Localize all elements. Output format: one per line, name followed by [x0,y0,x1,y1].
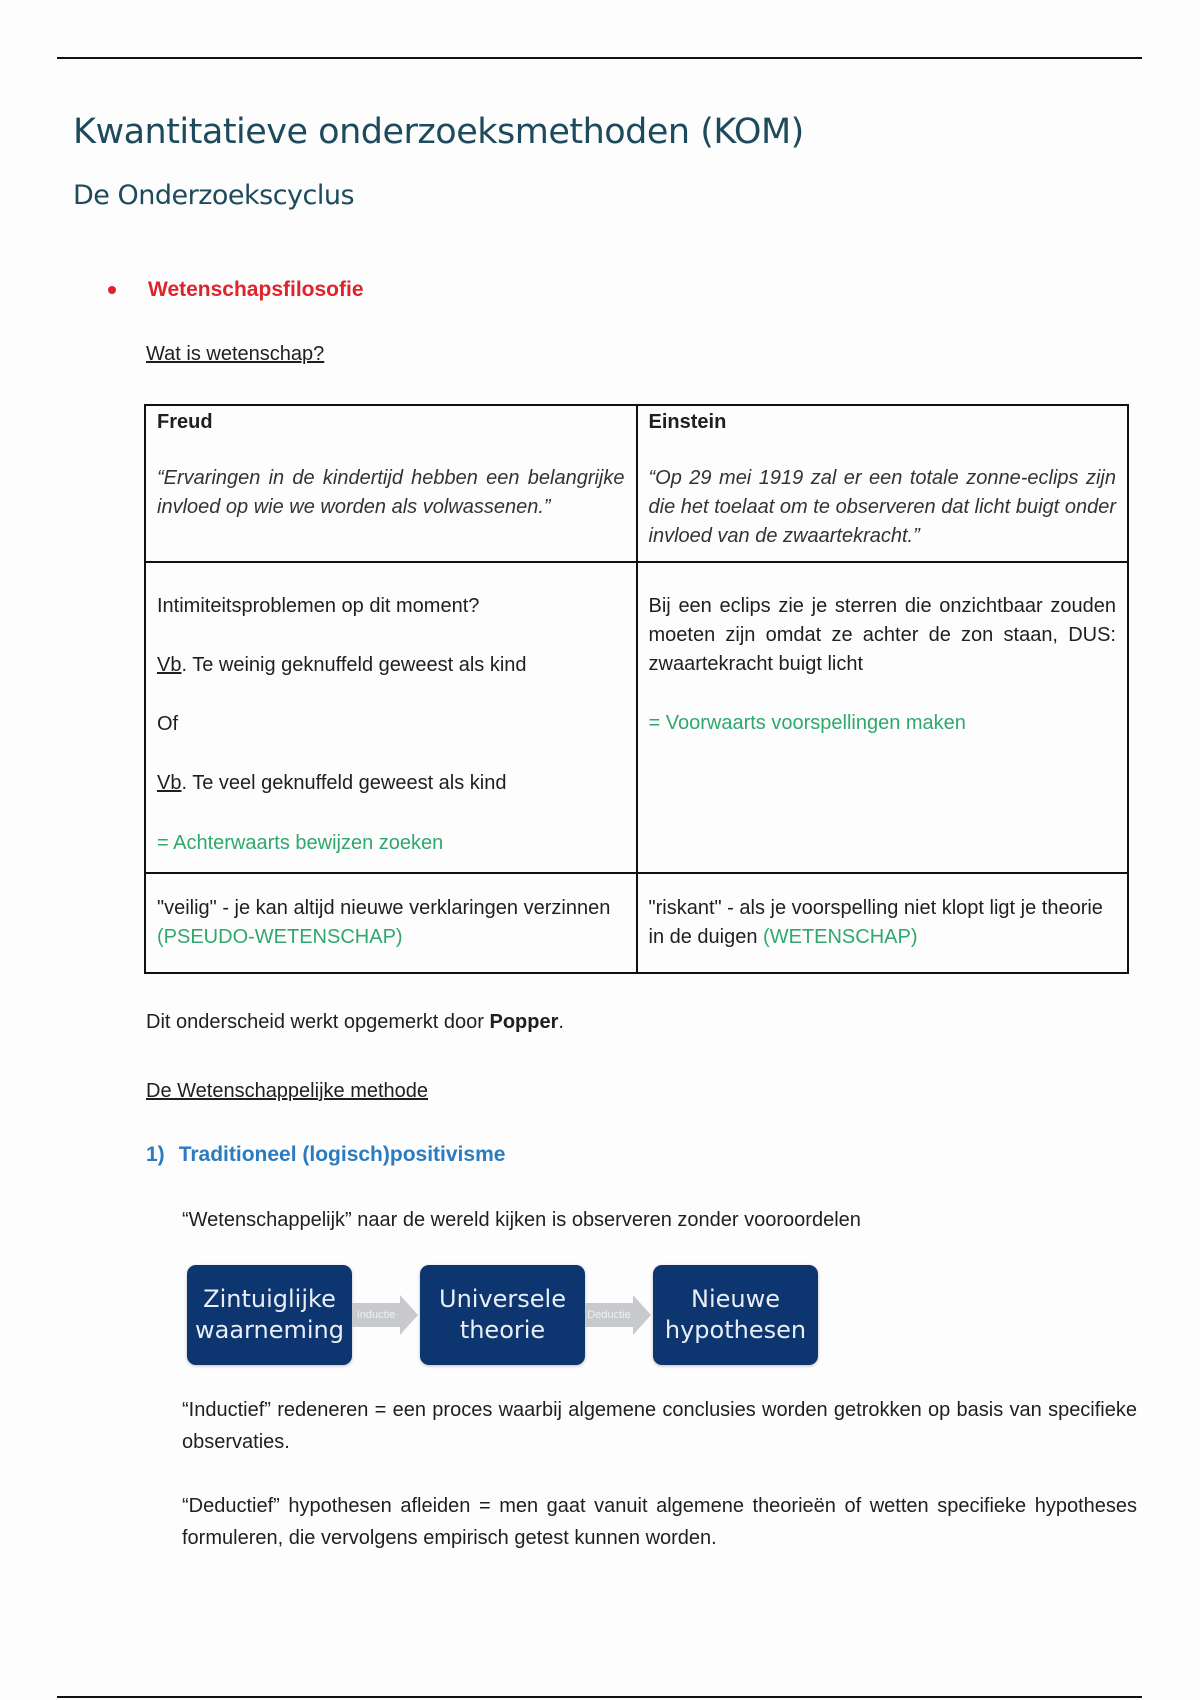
numbered-heading-number: 1) [146,1143,165,1166]
arrow-inductie [352,1295,418,1335]
freud-or: Of [157,713,179,735]
comparison-table [144,404,1129,974]
column-header-freud: Freud [157,411,213,433]
table-row-verdict [145,873,1128,973]
top-horizontal-rule [57,57,1142,59]
einstein-conclusion: = Voorwaarts voorspellingen maken [648,712,966,734]
diagram-box-zintuiglijke-waarneming: Zintuiglijke waarneming [187,1265,352,1365]
deductief-paragraph: “Deductief” hypothesen afleiden = men gaat vanuit algemene theorieën of wetten specifieke hypotheses formuleren, die vervolgens empirisch getest kunnen worden. [182,1495,1137,1549]
table-cell-freud-header [145,405,637,562]
document-subtitle: De Onderzoekscyclus [73,180,355,211]
freud-quote: “Ervaringen in de kindertijd hebben een belangrijke invloed op wie we worden als volwassenen.” [157,467,625,518]
arrow-right-icon [633,1295,651,1335]
section-heading-wat-is-wetenschap: Wat is wetenschap? [146,343,325,365]
table-cell-einstein-header [637,405,1129,562]
diagram-box-universele-theorie: Universele theorie [420,1265,585,1365]
bullet-heading-label: Wetenschapsfilosofie [148,278,364,301]
document-title: Kwantitatieve onderzoeksmethoden (KOM) [73,112,804,152]
einstein-verdict-text: "riskant" - als je voorspelling niet klopt ligt je theorie in de duigen [648,897,1103,948]
table-cell-einstein-verdict [637,873,1129,973]
popper-sentence-prefix: Dit onderscheid werkt opgemerkt door [146,1011,490,1033]
freud-question: Intimiteitsproblemen op dit moment? [157,595,480,617]
process-diagram [187,1265,827,1365]
freud-example-1 [157,651,625,680]
freud-example-2 [157,769,625,798]
popper-sentence-suffix: . [558,1011,564,1033]
table-cell-freud-verdict [145,873,637,973]
section-heading-wetenschappelijke-methode: De Wetenschappelijke methode [146,1080,429,1102]
freud-verdict-text: "veilig" - je kan altijd nieuwe verklaringen verzinnen [157,897,611,919]
freud-verdict-label: (PSEUDO-WETENSCHAP) [157,926,403,948]
bottom-horizontal-rule [57,1696,1142,1698]
table-cell-freud-explanation [145,562,637,873]
example-text: . Te weinig geknuffeld geweest als kind [181,654,527,676]
einstein-explanation: Bij een eclips zie je sterren die onzichtbaar zouden moeten zijn omdat ze achter de zon staan, DUS: zwaartekracht buigt licht [648,595,1116,675]
example-prefix: Vb [157,654,182,676]
bullet-heading [108,278,364,302]
popper-name: Popper [489,1011,559,1033]
einstein-verdict-label: (WETENSCHAP) [763,926,918,948]
bullet-dot-icon [108,286,116,294]
table-cell-einstein-explanation [637,562,1129,873]
example-prefix: Vb [157,772,182,794]
popper-sentence [146,1006,564,1038]
intro-sentence: “Wetenschappelijk” naar de wereld kijken is observeren zonder vooroordelen [182,1209,861,1231]
table-row-header [145,405,1128,562]
arrow-deductie-label: Deductie [585,1303,633,1327]
freud-conclusion: = Achterwaarts bewijzen zoeken [157,832,444,854]
column-header-einstein: Einstein [648,411,727,433]
arrow-inductie-label: Inductie [352,1303,400,1327]
einstein-quote: “Op 29 mei 1919 zal er een totale zonne-eclips zijn die het toelaat om te observeren dat licht buigt onder invloed van de zwaartekracht.” [648,467,1116,547]
example-text: . Te veel geknuffeld geweest als kind [181,772,507,794]
arrow-deductie [585,1295,651,1335]
inductief-paragraph: “Inductief” redeneren = een proces waarbij algemene conclusies worden getrokken op basis van specifieke observaties. [182,1399,1137,1453]
table-row-explanation [145,562,1128,873]
arrow-right-icon [400,1295,418,1335]
diagram-box-nieuwe-hypothesen: Nieuwe hypothesen [653,1265,818,1365]
numbered-heading [146,1143,505,1167]
numbered-heading-label: Traditioneel (logisch)positivisme [178,1143,506,1166]
